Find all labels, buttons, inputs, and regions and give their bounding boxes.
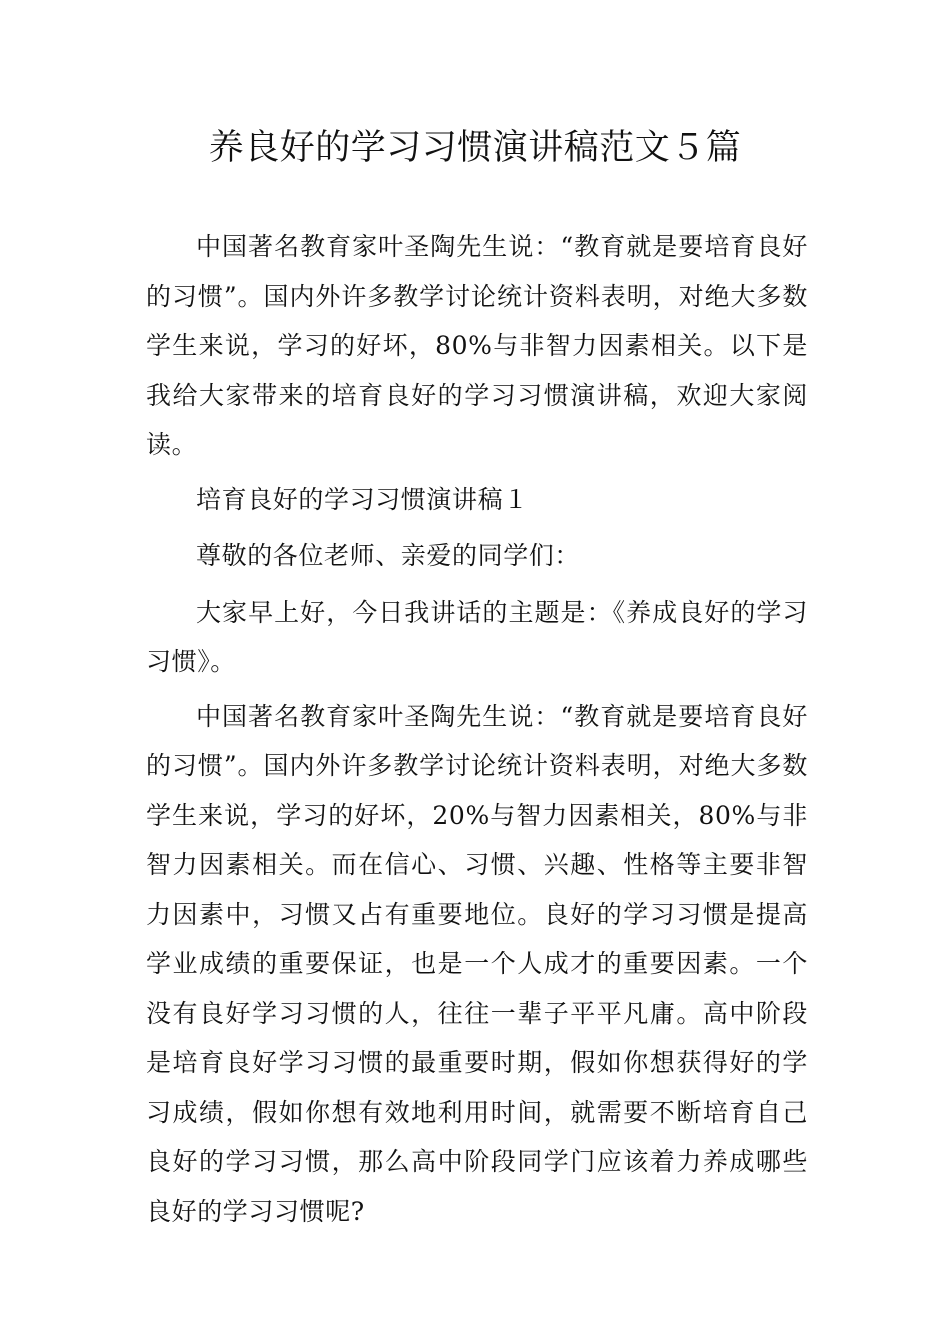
main-paragraph: 中国著名教育家叶圣陶先生说：“教育就是要培育良好的习惯”。国内外许多教学讨论统计资料表明，对绝大多数学生来说，学习的好坏，20%与智力因素相关，80%与非智力因素相关。而在信心、习惯、兴趣、性格等主要非智力因素中，习惯又占有重要地位。良好的学习习惯是提高学业成绩的重要保证，也是一个人成才的重要因素。一个没有良好学习习惯的人，往往一辈子平平凡庸。高中阶段是培育良好学习习惯的最重要时期，假如你想获得好的学习成绩，假如你想有效地利用时间，就需要不断培育自己良好的学习习惯，那么高中阶段同学门应该着力养成哪些良好的学习习惯呢?: [146, 701, 808, 1226]
document-title: 养良好的学习习惯演讲稿范文５篇: [208, 128, 742, 168]
intro-paragraph: 中国著名教育家叶圣陶先生说：“教育就是要培育良好的习惯”。国内外许多教学讨论统计资料表明，对绝大多数学生来说，学习的好坏，80%与非智力因素相关。以下是我给大家带来的培育良好的学习习惯演讲稿，欢迎大家阅读。: [146, 232, 808, 459]
section-heading: 培育良好的学习习惯演讲稿１: [196, 484, 529, 514]
salutation-paragraph: 尊敬的各位老师、亲爱的同学们：: [196, 541, 581, 570]
greeting-paragraph: 大家早上好，今日我讲话的主题是：《养成良好的学习习惯》。: [146, 597, 808, 676]
document-body: [146, 222, 808, 1241]
